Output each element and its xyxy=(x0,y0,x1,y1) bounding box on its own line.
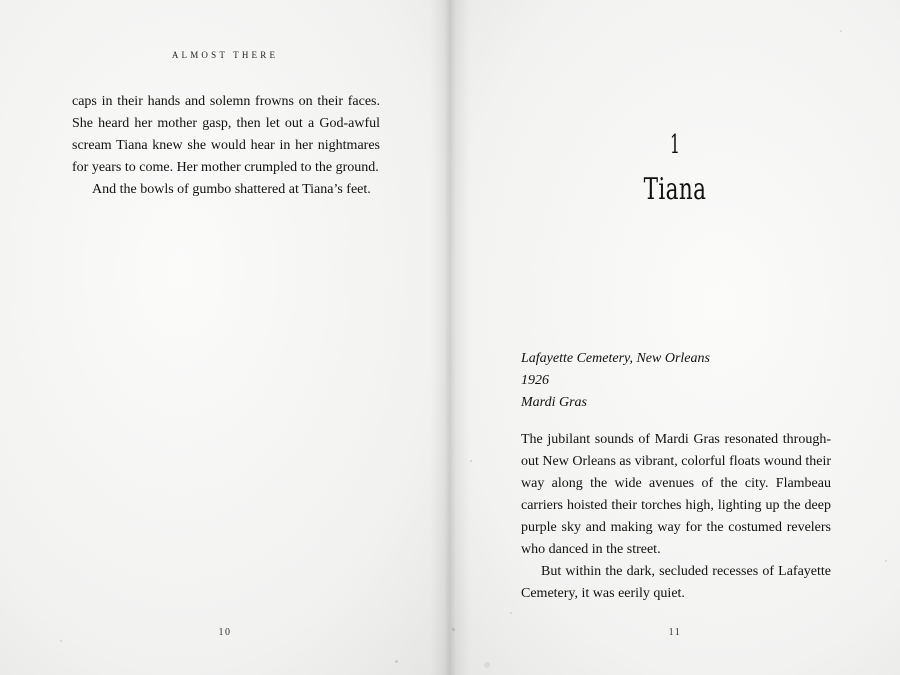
chapter-dateline xyxy=(521,348,831,414)
chapter-title: Tiana xyxy=(643,172,707,207)
dateline-year: 1926 xyxy=(521,373,549,388)
dateline-occasion: Mardi Gras xyxy=(521,395,587,410)
right-page-body xyxy=(521,429,831,605)
right-page-number: 11 xyxy=(668,627,682,638)
running-head: ALMOST THERE xyxy=(171,50,279,60)
left-page-body xyxy=(72,91,380,201)
right-page xyxy=(450,0,900,675)
dateline-place: Lafayette Cemetery, New Orleans xyxy=(521,351,710,366)
left-paragraph-2: And the bowls of gumbo shattered at Tiana’s feet. xyxy=(92,182,371,197)
left-paragraph-1: caps in their hands and solemn frowns on their faces. She heard her mother gasp, then let out a God-awful scream Tiana knew she would hear in her nightmares for years to come. Her mother crumpled to the ground. xyxy=(72,94,380,175)
chapter-number: 1 xyxy=(670,130,680,160)
right-paragraph-2: But within the dark, secluded recesses of Lafayette Cemetery, it was eerily quiet. xyxy=(521,564,831,601)
left-page-number: 10 xyxy=(218,627,232,638)
right-paragraph-1: The jubilant sounds of Mardi Gras resonated through-out New Orleans as vibrant, colorful floats wound their way along the wide avenues of the city. Flambeau carriers hoisted their torches high, lighting up the deep purple sky and making way for the costumed revelers who danced in the street. xyxy=(521,432,831,557)
